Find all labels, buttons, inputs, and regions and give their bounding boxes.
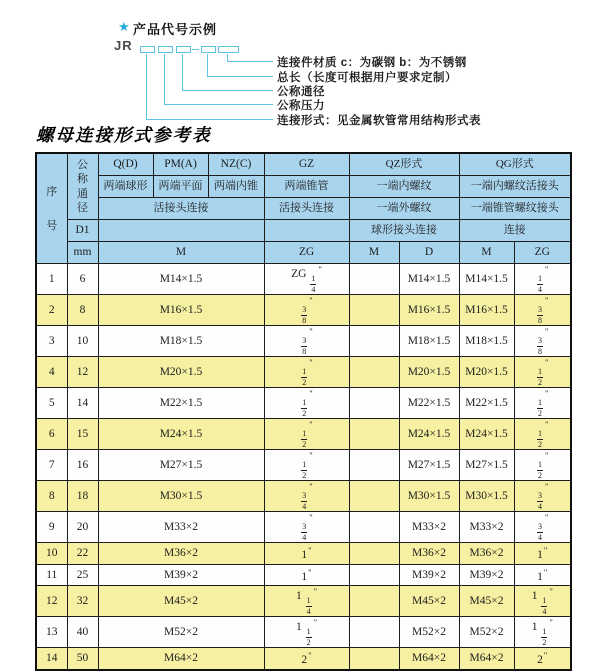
header-gz-desc: 两端锥管: [264, 176, 349, 198]
qz-d-cell: M18×1.5: [399, 326, 459, 357]
diagram-label-diameter: 公称通径: [277, 86, 325, 98]
dn-cell: 15: [67, 419, 98, 450]
diagram-label-connection: 连接形式：见金属软管常用结构形式表: [277, 115, 481, 127]
table-row: [36, 543, 571, 565]
qz-m-cell: [349, 419, 399, 450]
qg-m-cell: M16×1.5: [459, 295, 514, 326]
table-header: [36, 153, 571, 264]
dn-cell: 6: [67, 264, 98, 295]
dn-cell: 16: [67, 450, 98, 481]
m-cell: M20×1.5: [98, 357, 264, 388]
header-empty-gz: [264, 220, 349, 242]
qz-m-cell: [349, 648, 399, 670]
qz-m-cell: [349, 617, 399, 648]
table-row: [36, 295, 571, 326]
header-col-qg: QG形式: [459, 153, 571, 176]
qg-zg-cell: 1": [514, 564, 571, 586]
gz-cell: $\frac{3}{8}$ ": [264, 295, 349, 326]
dn-cell: 40: [67, 617, 98, 648]
m-cell: M27×1.5: [98, 450, 264, 481]
seq-cell: 13: [36, 617, 67, 648]
qg-zg-cell: 2": [514, 648, 571, 670]
code-box-5: [218, 46, 239, 53]
table-body: [36, 264, 571, 670]
qz-m-cell: [349, 564, 399, 586]
header-qg-desc2: 一端锥管螺纹接头: [459, 198, 571, 220]
table-row: [36, 648, 571, 670]
qg-zg-cell: 1": [514, 543, 571, 565]
qg-m-cell: M39×2: [459, 564, 514, 586]
m-cell: M30×1.5: [98, 481, 264, 512]
qg-zg-cell: $\frac{1}{2}$ ": [514, 419, 571, 450]
header-empty-m: [98, 220, 264, 242]
header-qg-zg: ZG: [514, 242, 571, 264]
qg-zg-cell: $\frac{3}{4}$ ": [514, 512, 571, 543]
seq-cell: 7: [36, 450, 67, 481]
seq-cell: 12: [36, 586, 67, 617]
dn-cell: 10: [67, 326, 98, 357]
code-box-1: [140, 46, 155, 53]
qg-m-cell: M22×1.5: [459, 388, 514, 419]
header-dn: 公称通径: [67, 153, 98, 220]
dn-cell: 32: [67, 586, 98, 617]
seq-cell: 14: [36, 648, 67, 670]
gz-cell: 1 $\frac{1}{4}$ ": [264, 586, 349, 617]
qz-d-cell: M16×1.5: [399, 295, 459, 326]
qg-zg-cell: $\frac{3}{4}$ ": [514, 481, 571, 512]
qz-d-cell: M52×2: [399, 617, 459, 648]
header-col-gz: GZ: [264, 153, 349, 176]
table-row: [36, 419, 571, 450]
qg-m-cell: M45×2: [459, 586, 514, 617]
header-col-qz: QZ形式: [349, 153, 459, 176]
qz-d-cell: M14×1.5: [399, 264, 459, 295]
gz-cell: $\frac{1}{2}$ ": [264, 357, 349, 388]
table-row: [36, 617, 571, 648]
gz-cell: $\frac{3}{8}$ ": [264, 326, 349, 357]
gz-cell: 2": [264, 648, 349, 670]
header-mm: mm: [67, 242, 98, 264]
gz-cell: $\frac{3}{4}$ ": [264, 512, 349, 543]
header-zg-label: ZG: [264, 242, 349, 264]
qg-m-cell: M14×1.5: [459, 264, 514, 295]
m-cell: M22×1.5: [98, 388, 264, 419]
header-d1: D1: [67, 220, 98, 242]
qz-d-cell: M24×1.5: [399, 419, 459, 450]
table-row: [36, 512, 571, 543]
table-row: [36, 357, 571, 388]
header-m-conn: 活接头连接: [98, 198, 264, 220]
qz-d-cell: M22×1.5: [399, 388, 459, 419]
gz-cell: $\frac{1}{2}$ ": [264, 419, 349, 450]
seq-cell: 2: [36, 295, 67, 326]
qz-m-cell: [349, 586, 399, 617]
gz-cell: 1 $\frac{1}{2}$ ": [264, 617, 349, 648]
qg-m-cell: M64×2: [459, 648, 514, 670]
dn-cell: 22: [67, 543, 98, 565]
qz-d-cell: M36×2: [399, 543, 459, 565]
gz-cell: $\frac{1}{2}$ ": [264, 450, 349, 481]
m-cell: M33×2: [98, 512, 264, 543]
code-box-2: [158, 46, 173, 53]
qg-m-cell: M20×1.5: [459, 357, 514, 388]
header-qz-desc2: 一端外螺纹: [349, 198, 459, 220]
qz-m-cell: [349, 450, 399, 481]
seq-cell: 5: [36, 388, 67, 419]
table-row: [36, 481, 571, 512]
diagram-title: 产品代号示例: [133, 22, 218, 37]
qg-zg-cell: $\frac{1}{2}$ ": [514, 357, 571, 388]
qg-zg-cell: 1 $\frac{1}{2}$ ": [514, 617, 571, 648]
qg-zg-cell: $\frac{1}{4}$ ": [514, 264, 571, 295]
dn-cell: 50: [67, 648, 98, 670]
qg-zg-cell: $\frac{3}{8}$ ": [514, 326, 571, 357]
qz-d-cell: M33×2: [399, 512, 459, 543]
dn-cell: 12: [67, 357, 98, 388]
table-title: 螺母连接形式参考表: [36, 125, 212, 145]
m-cell: M45×2: [98, 586, 264, 617]
seq-cell: 10: [36, 543, 67, 565]
dn-cell: 20: [67, 512, 98, 543]
gz-cell: $\frac{3}{4}$ ": [264, 481, 349, 512]
m-cell: M14×1.5: [98, 264, 264, 295]
code-box-3: [176, 46, 191, 53]
gz-cell: $\frac{1}{2}$ ": [264, 388, 349, 419]
product-code-prefix: JR: [114, 38, 133, 53]
qz-m-cell: [349, 295, 399, 326]
table-row: [36, 326, 571, 357]
m-cell: M24×1.5: [98, 419, 264, 450]
qg-zg-cell: $\frac{3}{8}$ ": [514, 295, 571, 326]
qz-m-cell: [349, 357, 399, 388]
dn-cell: 8: [67, 295, 98, 326]
qz-d-cell: M45×2: [399, 586, 459, 617]
star-icon: ★: [118, 19, 130, 34]
m-cell: M16×1.5: [98, 295, 264, 326]
diagram-label-material: 连接件材质 c：为碳钢 b：为不锈钢: [277, 57, 467, 69]
qg-zg-cell: $\frac{1}{2}$ ": [514, 450, 571, 481]
gz-cell: 1": [264, 564, 349, 586]
seq-cell: 1: [36, 264, 67, 295]
qz-d-cell: M64×2: [399, 648, 459, 670]
qz-m-cell: [349, 326, 399, 357]
gz-cell: ZG $\frac{1}{4}$ ": [264, 264, 349, 295]
qz-m-cell: [349, 543, 399, 565]
header-qz-conn: 球形接头连接: [349, 220, 459, 242]
header-qz-m: M: [349, 242, 399, 264]
leader-line-5: [227, 54, 273, 62]
m-cell: M18×1.5: [98, 326, 264, 357]
qz-d-cell: M20×1.5: [399, 357, 459, 388]
m-cell: M52×2: [98, 617, 264, 648]
seq-cell: 3: [36, 326, 67, 357]
table-row: [36, 564, 571, 586]
dn-cell: 14: [67, 388, 98, 419]
qz-m-cell: [349, 512, 399, 543]
header-seq: 序号: [36, 153, 67, 264]
table-row: [36, 388, 571, 419]
qz-d-cell: M39×2: [399, 564, 459, 586]
dn-cell: 18: [67, 481, 98, 512]
header-qg-desc1: 一端内螺纹活接头: [459, 176, 571, 198]
seq-cell: 8: [36, 481, 67, 512]
qz-m-cell: [349, 481, 399, 512]
qg-m-cell: M52×2: [459, 617, 514, 648]
qg-m-cell: M27×1.5: [459, 450, 514, 481]
code-box-4: [201, 46, 216, 53]
qz-d-cell: M27×1.5: [399, 450, 459, 481]
code-dash: [192, 49, 199, 50]
diagram-label-pressure: 公称压力: [277, 100, 325, 112]
header-col-qd: Q(D): [98, 153, 153, 176]
header-col-pma: PM(A): [153, 153, 208, 176]
m-cell: M36×2: [98, 543, 264, 565]
m-cell: M64×2: [98, 648, 264, 670]
nut-connection-table: [35, 152, 572, 671]
header-nzc-desc: 两端内锥: [208, 176, 264, 198]
header-pma-desc: 两端平面: [153, 176, 208, 198]
qg-m-cell: M33×2: [459, 512, 514, 543]
qz-d-cell: M30×1.5: [399, 481, 459, 512]
seq-cell: 4: [36, 357, 67, 388]
qg-m-cell: M18×1.5: [459, 326, 514, 357]
seq-cell: 11: [36, 564, 67, 586]
seq-cell: 6: [36, 419, 67, 450]
diagram-label-length: 总长（长度可根据用户要求定制）: [277, 72, 457, 84]
header-qg-conn: 连接: [459, 220, 571, 242]
qg-m-cell: M36×2: [459, 543, 514, 565]
header-qz-d: D: [399, 242, 459, 264]
table-row: [36, 264, 571, 295]
header-gz-conn: 活接头连接: [264, 198, 349, 220]
header-qg-m: M: [459, 242, 514, 264]
table-row: [36, 586, 571, 617]
m-cell: M39×2: [98, 564, 264, 586]
qz-m-cell: [349, 264, 399, 295]
table-row: [36, 450, 571, 481]
seq-cell: 9: [36, 512, 67, 543]
qg-m-cell: M30×1.5: [459, 481, 514, 512]
gz-cell: 1": [264, 543, 349, 565]
qg-zg-cell: 1 $\frac{1}{4}$ ": [514, 586, 571, 617]
qg-zg-cell: $\frac{1}{2}$ ": [514, 388, 571, 419]
header-m-label: M: [98, 242, 264, 264]
header-col-nzc: NZ(C): [208, 153, 264, 176]
header-qd-desc: 两端球形: [98, 176, 153, 198]
qg-m-cell: M24×1.5: [459, 419, 514, 450]
dn-cell: 25: [67, 564, 98, 586]
header-qz-desc1: 一端内螺纹: [349, 176, 459, 198]
qz-m-cell: [349, 388, 399, 419]
